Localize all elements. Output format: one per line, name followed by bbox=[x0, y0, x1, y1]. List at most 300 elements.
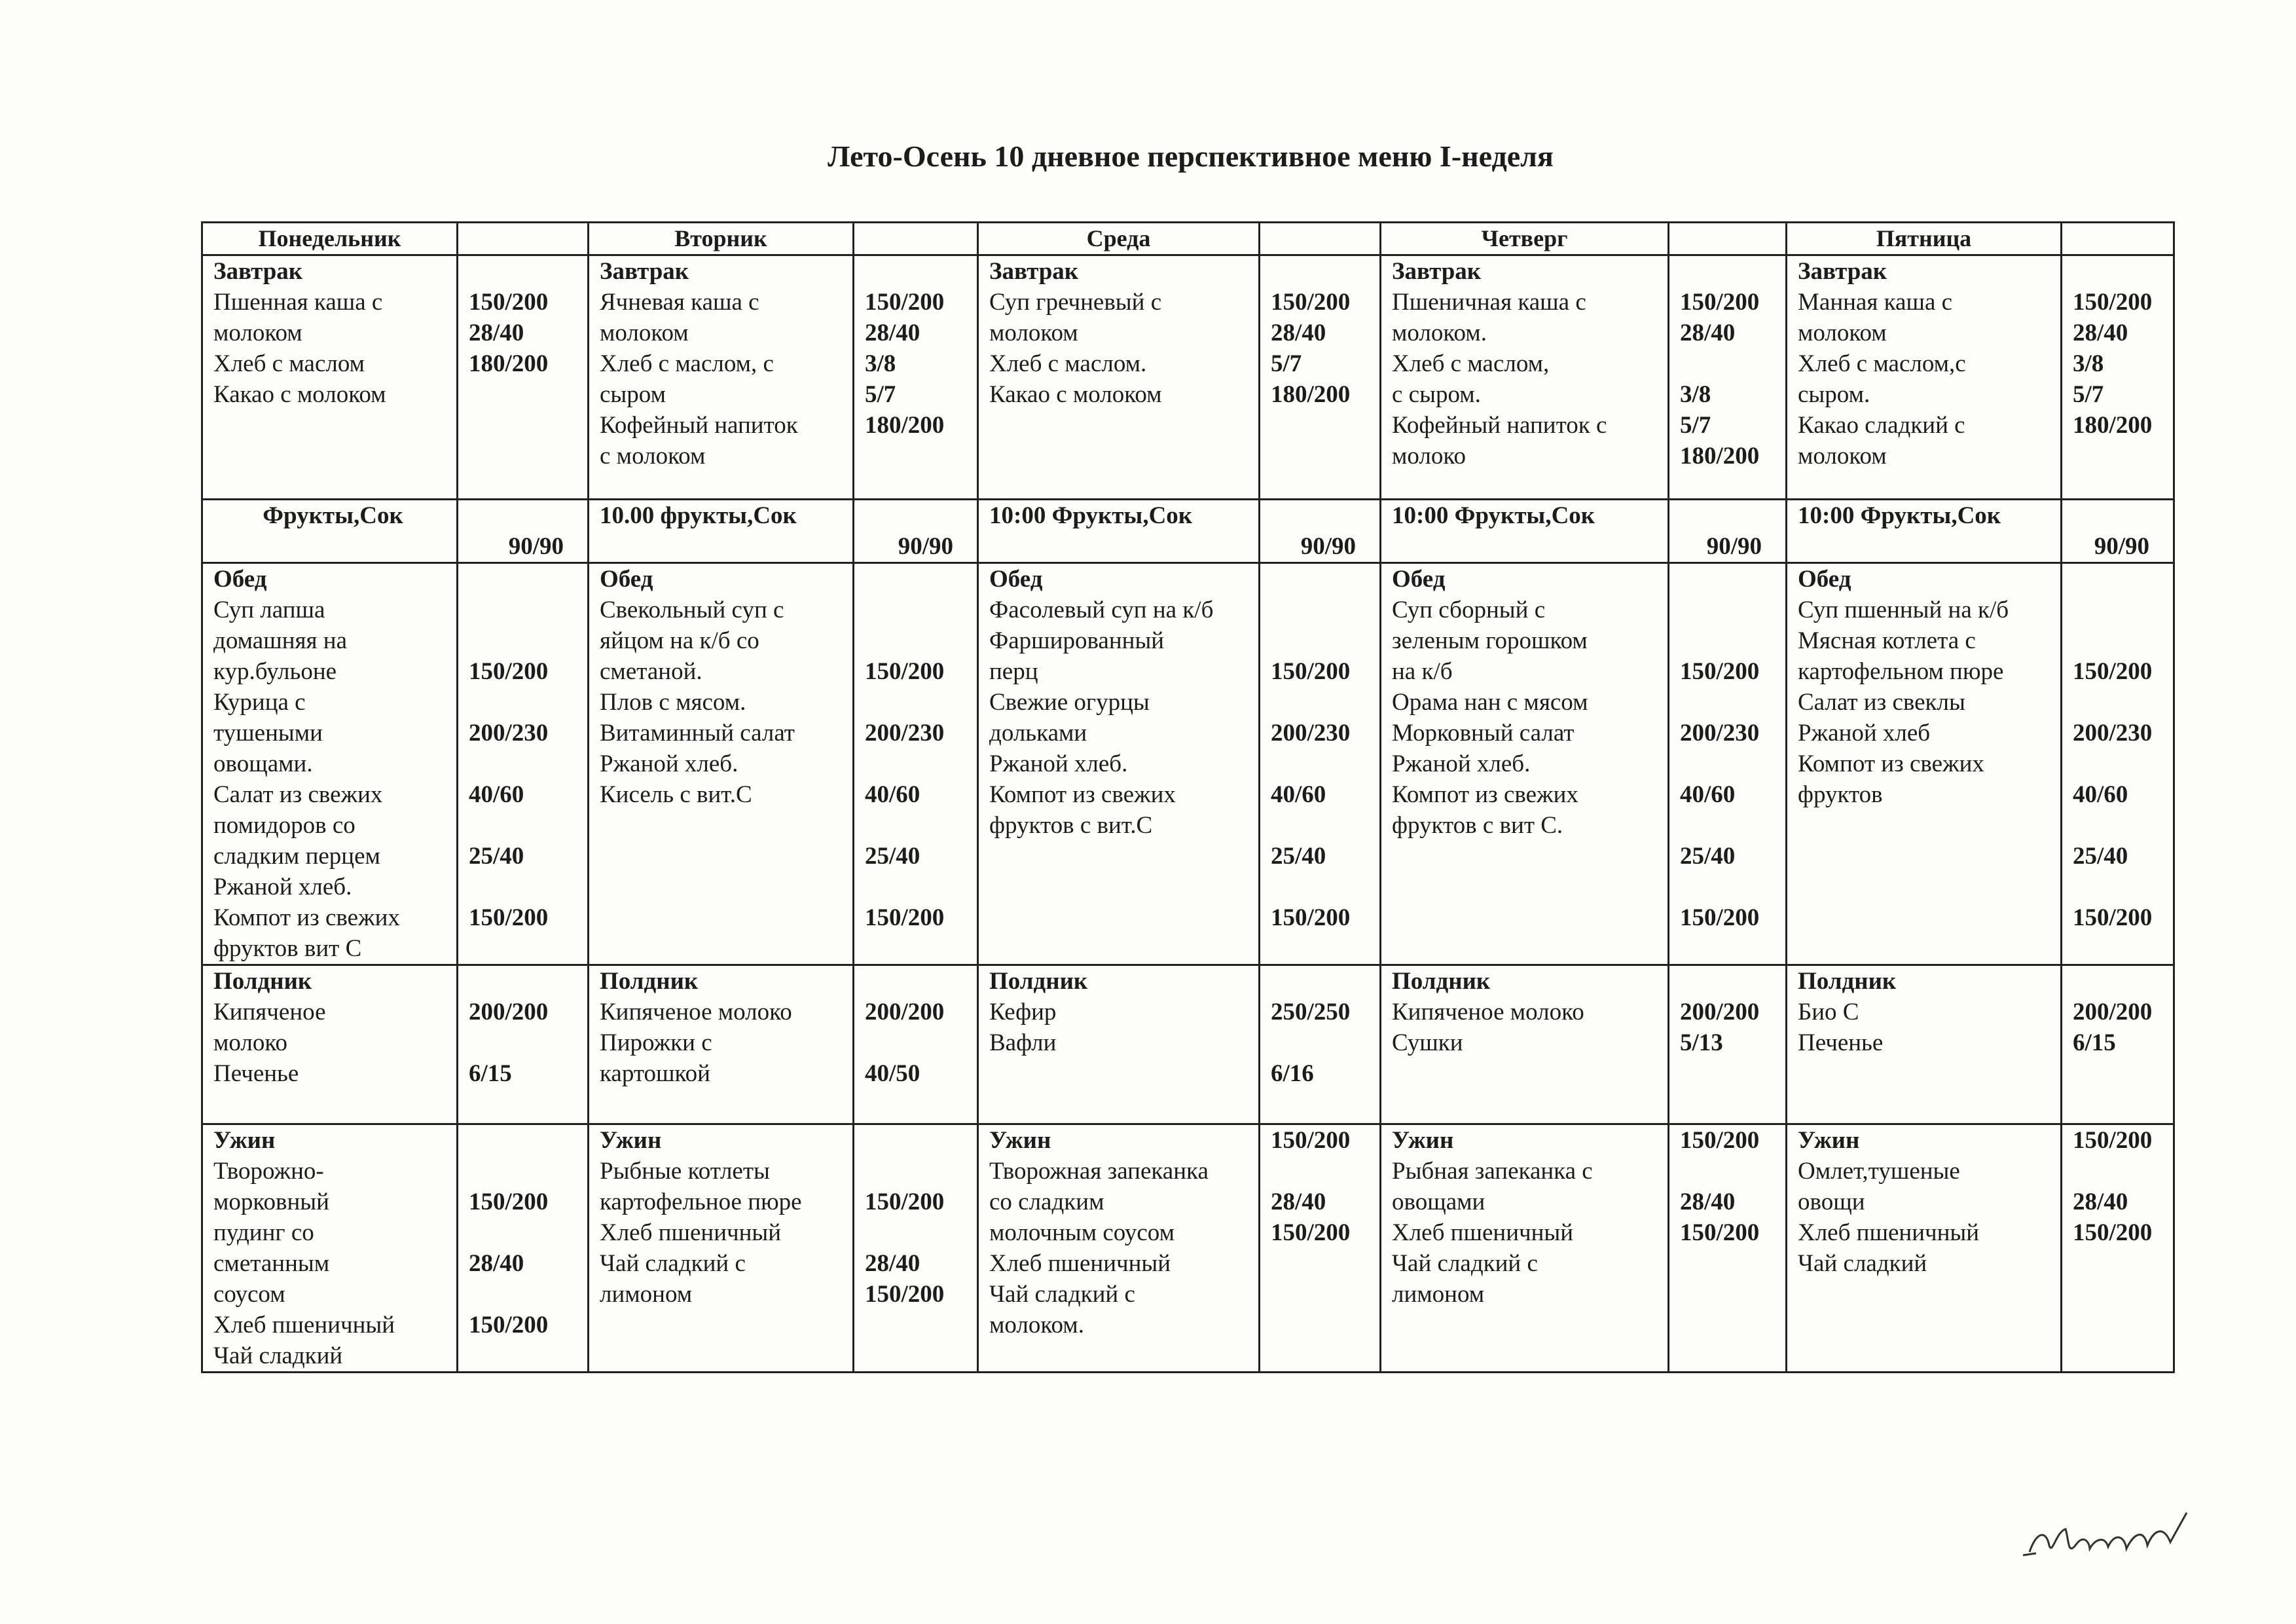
menu-item: Суп лапша bbox=[213, 597, 325, 623]
portion-amount: 150/200 bbox=[1271, 1127, 1351, 1154]
menu-item: молочным соусом bbox=[989, 1219, 1175, 1246]
menu-item: сыром. bbox=[1798, 381, 1870, 408]
portion-amount: 40/60 bbox=[469, 781, 524, 808]
menu-item: помидоров со bbox=[213, 812, 355, 839]
meal-title: Обед bbox=[1392, 566, 1446, 593]
poldnik-wed-amounts bbox=[1260, 965, 1381, 1124]
amount-spacer bbox=[865, 256, 973, 287]
portion-amount bbox=[865, 1156, 973, 1187]
meal-title: Обед bbox=[600, 566, 653, 593]
poldnik-fri-items bbox=[1787, 965, 2062, 1124]
menu-item: Чай сладкий bbox=[213, 1342, 343, 1369]
snack-label: 10:00 Фрукты,Сок bbox=[989, 502, 1193, 529]
menu-item: молоком bbox=[989, 320, 1078, 346]
menu-item: Плов с мясом. bbox=[600, 689, 746, 716]
portion-amount bbox=[469, 687, 583, 718]
dinner-mon-items bbox=[202, 1124, 458, 1373]
menu-item: Хлеб пшеничный bbox=[1392, 1219, 1574, 1246]
portion-amount: 150/200 bbox=[1680, 904, 1760, 931]
portion-amount bbox=[865, 810, 973, 841]
portion-amount: 6/15 bbox=[469, 1060, 512, 1087]
menu-item: Хлеб пшеничный bbox=[1798, 1219, 1980, 1246]
portion-amount: 200/200 bbox=[2073, 999, 2153, 1025]
menu-item: Хлеб с маслом,с bbox=[1798, 350, 1966, 377]
portion-amount bbox=[2073, 625, 2169, 656]
portion-amount bbox=[469, 1217, 583, 1248]
portion-amount bbox=[1680, 1156, 1781, 1187]
dinner-thu-items bbox=[1381, 1124, 1669, 1373]
dinner-tue-items bbox=[589, 1124, 854, 1373]
portion-amount: 5/7 bbox=[865, 381, 896, 408]
menu-item: сладким перцем bbox=[213, 843, 380, 870]
portion-amount: 200/230 bbox=[1680, 720, 1760, 747]
portion-amount: 28/40 bbox=[1680, 1189, 1736, 1215]
menu-item: картошкой bbox=[600, 1060, 710, 1087]
portion-amount: 25/40 bbox=[865, 843, 920, 870]
lunch-mon-amounts bbox=[458, 563, 589, 965]
dinner-thu-amounts bbox=[1669, 1124, 1787, 1373]
snack-wed-amount bbox=[1260, 500, 1381, 563]
portion-amount bbox=[1271, 872, 1376, 902]
dinner-fri-items bbox=[1787, 1124, 2062, 1373]
menu-item: Компот из свежих bbox=[213, 904, 400, 931]
menu-item: Чай сладкий bbox=[1798, 1250, 1927, 1277]
portion-amount: 150/200 bbox=[1680, 1219, 1760, 1246]
meal-title: Обед bbox=[213, 566, 267, 593]
day-header-mon: Понедельник bbox=[202, 223, 458, 255]
menu-item: Хлеб пшеничный bbox=[213, 1312, 395, 1338]
amount-spacer bbox=[469, 256, 583, 287]
menu-item: Омлет,тушеные bbox=[1798, 1158, 1960, 1185]
portion-amount bbox=[1271, 1027, 1376, 1058]
menu-item: Творожная запеканка bbox=[989, 1158, 1209, 1185]
menu-item: Кефир bbox=[989, 999, 1057, 1025]
portion-amount: 90/90 bbox=[1706, 533, 1762, 560]
portion-amount: 250/250 bbox=[1271, 999, 1351, 1025]
portion-amount: 180/200 bbox=[469, 350, 549, 377]
portion-amount: 150/200 bbox=[2073, 658, 2153, 685]
meal-title: Полдник bbox=[1798, 968, 1897, 995]
breakfast-fri-items bbox=[1787, 255, 2062, 500]
menu-item: Сушки bbox=[1392, 1029, 1463, 1056]
poldnik-wed-items bbox=[978, 965, 1260, 1124]
menu-item: Какао с молоком bbox=[213, 381, 386, 408]
menu-item: Ржаной хлеб. bbox=[1392, 750, 1531, 777]
day-header-fri: Пятница bbox=[1787, 223, 2062, 255]
amount-spacer bbox=[1271, 256, 1376, 287]
snack-thu-amount bbox=[1669, 500, 1787, 563]
header-row bbox=[202, 223, 2174, 255]
meal-title: Обед bbox=[1798, 566, 1851, 593]
portion-amount: 28/40 bbox=[1680, 320, 1736, 346]
dinner-fri-amounts bbox=[2062, 1124, 2174, 1373]
portion-amount bbox=[2073, 1156, 2169, 1187]
portion-amount: 150/200 bbox=[1271, 289, 1351, 316]
menu-item: Кофейный напиток с bbox=[1392, 412, 1607, 439]
breakfast-row bbox=[202, 255, 2174, 500]
portion-amount: 28/40 bbox=[469, 1250, 524, 1277]
portion-amount: 25/40 bbox=[1271, 843, 1326, 870]
portion-amount bbox=[2073, 810, 2169, 841]
portion-amount bbox=[1680, 595, 1781, 625]
portion-amount bbox=[865, 748, 973, 779]
menu-item: Чай сладкий с bbox=[600, 1250, 746, 1277]
lunch-mon-items bbox=[202, 563, 458, 965]
portion-amount: 200/230 bbox=[2073, 720, 2153, 747]
portion-amount: 3/8 bbox=[1680, 381, 1711, 408]
lunch-fri-amounts bbox=[2062, 563, 2174, 965]
lunch-tue-items bbox=[589, 563, 854, 965]
portion-amount: 150/200 bbox=[1271, 658, 1351, 685]
page-title: Лето-Осень 10 дневное перспективное меню I-неделя bbox=[828, 139, 1554, 173]
portion-amount bbox=[1680, 687, 1781, 718]
menu-item: молоком bbox=[1798, 320, 1887, 346]
menu-item: фруктов с вит.С bbox=[989, 812, 1153, 839]
amount-spacer bbox=[1271, 966, 1376, 997]
menu-item: Чай сладкий с bbox=[989, 1281, 1135, 1308]
menu-item: Кисель с вит.С bbox=[600, 781, 752, 808]
portion-amount bbox=[1271, 687, 1376, 718]
snack-mon-amount bbox=[458, 500, 589, 563]
portion-amount bbox=[1271, 748, 1376, 779]
lunch-thu-amounts bbox=[1669, 563, 1787, 965]
snack-label: 10:00 Фрукты,Сок bbox=[1798, 502, 2001, 529]
portion-amount: 150/200 bbox=[865, 658, 945, 685]
lunch-fri-items bbox=[1787, 563, 2062, 965]
meal-title: Полдник bbox=[1392, 968, 1491, 995]
menu-item: Суп гречневый с bbox=[989, 289, 1162, 316]
portion-amount bbox=[469, 1156, 583, 1187]
portion-amount bbox=[1271, 810, 1376, 841]
snack-fri-amount bbox=[2062, 500, 2174, 563]
portion-amount: 150/200 bbox=[1680, 658, 1760, 685]
menu-item: со сладким bbox=[989, 1189, 1104, 1215]
menu-item: Какао с молоком bbox=[989, 381, 1162, 408]
meal-title: Ужин bbox=[213, 1127, 276, 1154]
day-header-tue: Вторник bbox=[589, 223, 854, 255]
portion-amount: 6/16 bbox=[1271, 1060, 1314, 1087]
portion-amount bbox=[865, 1027, 973, 1058]
portion-amount: 5/7 bbox=[1271, 350, 1302, 377]
portion-amount: 180/200 bbox=[865, 412, 945, 439]
menu-item: молоком bbox=[1798, 443, 1887, 470]
portion-amount bbox=[1271, 625, 1376, 656]
menu-item: Какао сладкий с bbox=[1798, 412, 1965, 439]
meal-title: Завтрак bbox=[1798, 258, 1887, 285]
menu-item: фруктов вит С bbox=[213, 935, 362, 962]
amount-spacer bbox=[865, 966, 973, 997]
meal-title: Полдник bbox=[600, 968, 699, 995]
portion-amount: 5/7 bbox=[2073, 381, 2104, 408]
portion-amount bbox=[2073, 872, 2169, 902]
menu-item: сметаной. bbox=[600, 658, 702, 685]
portion-amount bbox=[469, 748, 583, 779]
menu-item: Пшеничная каша с bbox=[1392, 289, 1586, 316]
menu-item: Хлеб пшеничный bbox=[989, 1250, 1171, 1277]
menu-item: яйцом на к/б со bbox=[600, 627, 759, 654]
menu-item: Компот из свежих bbox=[989, 781, 1176, 808]
portion-amount bbox=[2073, 595, 2169, 625]
portion-amount: 200/230 bbox=[469, 720, 549, 747]
menu-item: картофельном пюре bbox=[1798, 658, 2004, 685]
amount-spacer bbox=[469, 1125, 583, 1156]
menu-item: Печенье bbox=[1798, 1029, 1884, 1056]
menu-item: Фасолевый суп на к/б bbox=[989, 597, 1214, 623]
menu-item: домашняя на bbox=[213, 627, 348, 654]
poldnik-mon-amounts bbox=[458, 965, 589, 1124]
portion-amount bbox=[469, 1027, 583, 1058]
menu-item: морковный bbox=[213, 1189, 329, 1215]
portion-amount: 25/40 bbox=[1680, 843, 1736, 870]
menu-item: Печенье bbox=[213, 1060, 299, 1087]
menu-item: Компот из свежих bbox=[1798, 750, 1984, 777]
portion-amount: 200/200 bbox=[865, 999, 945, 1025]
portion-amount: 90/90 bbox=[508, 533, 564, 560]
breakfast-thu-amounts bbox=[1669, 255, 1787, 500]
lunch-row bbox=[202, 563, 2174, 965]
portion-amount: 200/230 bbox=[1271, 720, 1351, 747]
lunch-wed-items bbox=[978, 563, 1260, 965]
menu-item: кур.бульоне bbox=[213, 658, 337, 685]
breakfast-wed-amounts bbox=[1260, 255, 1381, 500]
dinner-tue-amounts bbox=[854, 1124, 978, 1373]
menu-item: Рыбные котлеты bbox=[600, 1158, 770, 1185]
snack-label: 10.00 фрукты,Сок bbox=[600, 502, 797, 529]
portion-amount: 150/200 bbox=[469, 1189, 549, 1215]
menu-item: Ячневая каша с bbox=[600, 289, 759, 316]
menu-item: Салат из свежих bbox=[213, 781, 383, 808]
menu-item: Витаминный салат bbox=[600, 720, 795, 747]
portion-amount: 90/90 bbox=[898, 533, 953, 560]
menu-item: овощами bbox=[1392, 1189, 1485, 1215]
portion-amount: 28/40 bbox=[865, 1250, 920, 1277]
portion-amount: 28/40 bbox=[2073, 1189, 2128, 1215]
portion-amount bbox=[865, 595, 973, 625]
menu-item: картофельное пюре bbox=[600, 1189, 802, 1215]
menu-item: молоко bbox=[213, 1029, 287, 1056]
menu-item: Фаршированный bbox=[989, 627, 1165, 654]
poldnik-fri-amounts bbox=[2062, 965, 2174, 1124]
amount-spacer bbox=[2073, 966, 2169, 997]
amount-spacer bbox=[1680, 966, 1781, 997]
portion-amount: 150/200 bbox=[2073, 1127, 2153, 1154]
portion-amount: 150/200 bbox=[1271, 904, 1351, 931]
menu-item: дольками bbox=[989, 720, 1087, 747]
portion-amount: 150/200 bbox=[469, 904, 549, 931]
portion-amount bbox=[469, 810, 583, 841]
portion-amount: 28/40 bbox=[469, 320, 524, 346]
poldnik-thu-amounts bbox=[1669, 965, 1787, 1124]
amount-spacer bbox=[1271, 564, 1376, 595]
snack-mon-label bbox=[202, 500, 458, 563]
portion-amount: 150/200 bbox=[2073, 1219, 2153, 1246]
menu-item: зеленым горошком bbox=[1392, 627, 1588, 654]
menu-item: Манная каша с bbox=[1798, 289, 1953, 316]
menu-item: Кипяченое bbox=[213, 999, 326, 1025]
portion-amount bbox=[1680, 348, 1781, 379]
portion-amount bbox=[865, 872, 973, 902]
menu-item: лимоном bbox=[1392, 1281, 1485, 1308]
portion-amount: 150/200 bbox=[1271, 1219, 1351, 1246]
portion-amount: 40/60 bbox=[1680, 781, 1736, 808]
breakfast-tue-items bbox=[589, 255, 854, 500]
portion-amount: 25/40 bbox=[469, 843, 524, 870]
menu-item: Рыбная запеканка с bbox=[1392, 1158, 1593, 1185]
menu-item: Орама нан с мясом bbox=[1392, 689, 1588, 716]
portion-amount bbox=[469, 625, 583, 656]
menu-item: Хлеб с маслом, с bbox=[600, 350, 774, 377]
signature bbox=[2016, 1493, 2200, 1572]
meal-title: Ужин bbox=[989, 1127, 1051, 1154]
amount-spacer bbox=[865, 564, 973, 595]
breakfast-mon-items bbox=[202, 255, 458, 500]
menu-item: Био С bbox=[1798, 999, 1859, 1025]
menu-item: Хлеб с маслом bbox=[213, 350, 365, 377]
meal-title: Ужин bbox=[600, 1127, 662, 1154]
portion-amount: 90/90 bbox=[1300, 533, 1356, 560]
menu-item: с сыром. bbox=[1392, 381, 1481, 408]
meal-title: Обед bbox=[989, 566, 1043, 593]
menu-item: молоком bbox=[213, 320, 302, 346]
portion-amount: 40/60 bbox=[1271, 781, 1326, 808]
portion-amount: 180/200 bbox=[1271, 381, 1351, 408]
portion-amount: 150/200 bbox=[865, 289, 945, 316]
dinner-mon-amounts bbox=[458, 1124, 589, 1373]
portion-amount: 5/7 bbox=[1680, 412, 1711, 439]
portion-amount: 180/200 bbox=[1680, 443, 1760, 470]
snack-thu-label bbox=[1381, 500, 1669, 563]
portion-amount: 90/90 bbox=[2094, 533, 2149, 560]
meal-title: Завтрак bbox=[1392, 258, 1482, 285]
menu-item: овощами. bbox=[213, 750, 313, 777]
amount-spacer bbox=[865, 1125, 973, 1156]
menu-item: на к/б bbox=[1392, 658, 1453, 685]
portion-amount bbox=[1680, 810, 1781, 841]
menu-item: Салат из свеклы bbox=[1798, 689, 1965, 716]
menu-item: Кипяченое молоко bbox=[1392, 999, 1584, 1025]
portion-amount: 150/200 bbox=[865, 1281, 945, 1308]
snack-fri-label bbox=[1787, 500, 2062, 563]
portion-amount: 28/40 bbox=[865, 320, 920, 346]
portion-amount bbox=[469, 595, 583, 625]
menu-item: Чай сладкий с bbox=[1392, 1250, 1538, 1277]
dinner-wed-items bbox=[978, 1124, 1260, 1373]
menu-item: овощи bbox=[1798, 1189, 1865, 1215]
menu-item: лимоном bbox=[600, 1281, 693, 1308]
portion-amount: 40/60 bbox=[2073, 781, 2128, 808]
breakfast-tue-amounts bbox=[854, 255, 978, 500]
portion-amount bbox=[1271, 1156, 1376, 1187]
portion-amount: 150/200 bbox=[2073, 289, 2153, 316]
menu-item: Творожно- bbox=[213, 1158, 324, 1185]
menu-item: молоком. bbox=[1392, 320, 1487, 346]
portion-amount bbox=[469, 872, 583, 902]
snack-label: 10:00 Фрукты,Сок bbox=[1392, 502, 1595, 529]
menu-item: Ржаной хлеб. bbox=[213, 874, 352, 900]
portion-amount: 150/200 bbox=[1680, 289, 1760, 316]
meal-title: Завтрак bbox=[213, 258, 303, 285]
portion-amount bbox=[865, 1217, 973, 1248]
lunch-thu-items bbox=[1381, 563, 1669, 965]
portion-amount: 150/200 bbox=[2073, 904, 2153, 931]
menu-item: фруктов bbox=[1798, 781, 1883, 808]
portion-amount: 180/200 bbox=[2073, 412, 2153, 439]
menu-item: Свежие огурцы bbox=[989, 689, 1150, 716]
menu-item: Суп сборный с bbox=[1392, 597, 1546, 623]
menu-item: Мясная котлета с bbox=[1798, 627, 1976, 654]
lunch-tue-amounts bbox=[854, 563, 978, 965]
portion-amount bbox=[1680, 625, 1781, 656]
meal-title: Ужин bbox=[1798, 1127, 1860, 1154]
menu-item: Ржаной хлеб. bbox=[989, 750, 1128, 777]
day-header-thu: Четверг bbox=[1381, 223, 1669, 255]
portion-amount bbox=[1271, 595, 1376, 625]
portion-amount: 40/60 bbox=[865, 781, 920, 808]
portion-amount bbox=[1680, 872, 1781, 902]
menu-item: Хлеб пшеничный bbox=[600, 1219, 782, 1246]
snack-row bbox=[202, 500, 2174, 563]
poldnik-row bbox=[202, 965, 2174, 1124]
snack-tue-amount bbox=[854, 500, 978, 563]
amount-spacer bbox=[2073, 256, 2169, 287]
amount-spacer bbox=[2073, 564, 2169, 595]
menu-item: молоком. bbox=[989, 1312, 1084, 1338]
breakfast-mon-amounts bbox=[458, 255, 589, 500]
snack-wed-label bbox=[978, 500, 1260, 563]
day-header-wed: Среда bbox=[978, 223, 1260, 255]
menu-item: Хлеб с маслом, bbox=[1392, 350, 1550, 377]
amount-spacer bbox=[469, 966, 583, 997]
lunch-wed-amounts bbox=[1260, 563, 1381, 965]
menu-item: молоко bbox=[1392, 443, 1466, 470]
menu-item: Свекольный суп с bbox=[600, 597, 784, 623]
menu-item: Хлеб с маслом. bbox=[989, 350, 1147, 377]
poldnik-tue-items bbox=[589, 965, 854, 1124]
menu-item: Вафли bbox=[989, 1029, 1057, 1056]
portion-amount: 6/15 bbox=[2073, 1029, 2116, 1056]
portion-amount: 150/200 bbox=[469, 1312, 549, 1338]
menu-item: перц bbox=[989, 658, 1038, 685]
portion-amount bbox=[2073, 687, 2169, 718]
breakfast-wed-items bbox=[978, 255, 1260, 500]
menu-item: тушеными bbox=[213, 720, 323, 747]
breakfast-thu-items bbox=[1381, 255, 1669, 500]
portion-amount: 150/200 bbox=[1680, 1127, 1760, 1154]
menu-item: Пшенная каша с bbox=[213, 289, 383, 316]
menu-item: Ржаной хлеб. bbox=[600, 750, 738, 777]
meal-title: Ужин bbox=[1392, 1127, 1454, 1154]
portion-amount: 28/40 bbox=[2073, 320, 2128, 346]
amount-spacer bbox=[1680, 564, 1781, 595]
breakfast-fri-amounts bbox=[2062, 255, 2174, 500]
portion-amount bbox=[469, 1279, 583, 1310]
dinner-row bbox=[202, 1124, 2174, 1373]
menu-item: Компот из свежих bbox=[1392, 781, 1578, 808]
menu-item: сметанным bbox=[213, 1250, 330, 1277]
amount-spacer bbox=[469, 564, 583, 595]
menu-table bbox=[201, 221, 2175, 1373]
portion-amount bbox=[865, 625, 973, 656]
portion-amount: 200/200 bbox=[1680, 999, 1760, 1025]
menu-item: соусом bbox=[213, 1281, 285, 1308]
menu-item: Кофейный напиток bbox=[600, 412, 798, 439]
meal-title: Завтрак bbox=[989, 258, 1079, 285]
portion-amount bbox=[1680, 748, 1781, 779]
amount-spacer bbox=[1680, 256, 1781, 287]
portion-amount: 150/200 bbox=[469, 658, 549, 685]
menu-item: Пирожки с bbox=[600, 1029, 712, 1056]
menu-item: с молоком bbox=[600, 443, 706, 470]
